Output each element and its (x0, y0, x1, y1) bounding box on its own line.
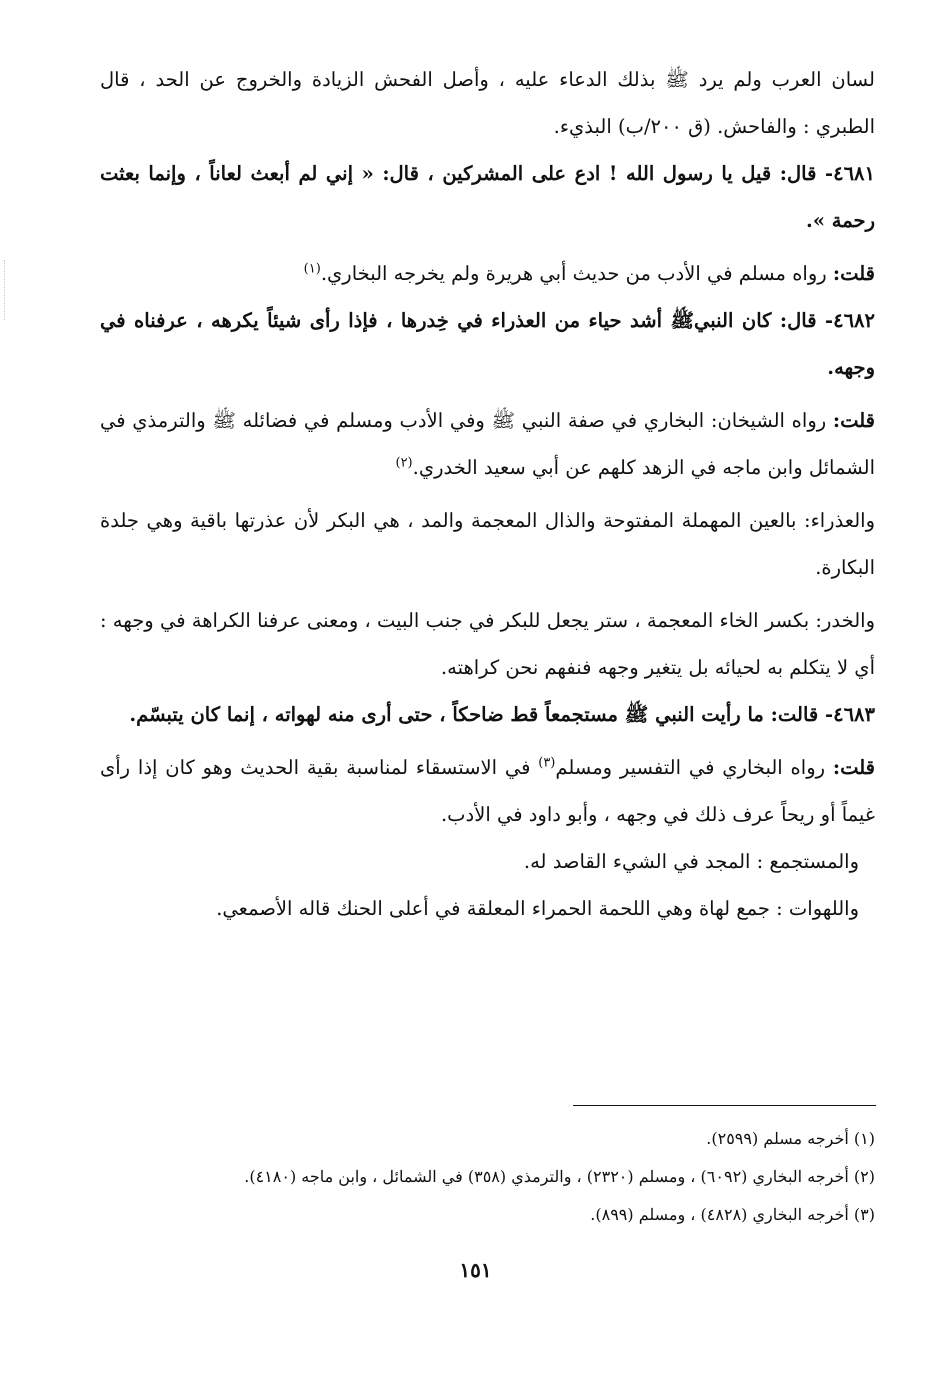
note-lead: قلت: (832, 409, 875, 432)
definition-adhra: والعذراء: بالعين المهملة المفتوحة والذال المعجمة والمد ، هي البكر لأن عذرتها باقية وهي جلدة البكارة. (100, 509, 875, 579)
note-text: رواه البخاري في التفسير ومسلم (555, 756, 826, 779)
note-text: رواه مسلم في الأدب من حديث أبي هريرة ولم يخرجه البخاري. (320, 262, 827, 285)
page-number: ١٥١ (459, 1258, 492, 1282)
footnote-ref-1: (١) (303, 261, 321, 277)
note-text-continued: في الاستسقاء لمناسبة بقية الحديث وهو كان إذا رأى غيماً أو ريحاً عرف ذلك في وجهه ، وأبو داود في الأدب. (100, 756, 875, 826)
footnote-ref-3: (٣) (538, 755, 556, 771)
hadith-4682: ٤٦٨٢- قال: كان النبيﷺ أشد حياء من العذراء في خِدرها ، فإذا رأى شيئاً يكرهه ، عرفناه في وجهه. (100, 309, 875, 379)
page-body (100, 56, 875, 932)
commentary-continuation: لسان العرب ولم يرد ﷺ بذلك الدعاء عليه ، وأصل الفحش الزيادة والخروج عن الحد ، قال الطبري : والفاحش. (ق ٢٠٠/ب) البذيء. (100, 68, 875, 138)
definition-lahawat: واللهوات : جمع لهاة وهي اللحمة الحمراء المعلقة في أعلى الحنك قاله الأصمعي. (216, 897, 859, 920)
footnote-3: (٣) أخرجه البخاري (٤٨٢٨) ، ومسلم (٨٩٩). (590, 1205, 875, 1224)
note-4681 (100, 250, 875, 297)
note-lead: قلت: (832, 262, 875, 285)
footnote-2: (٢) أخرجه البخاري (٦٠٩٢) ، ومسلم (٢٣٢٠) ، والترمذي (٣٥٨) في الشمائل ، وابن ماجه (٤١٨٠). (244, 1167, 875, 1186)
footnote-ref-2: (٢) (395, 455, 413, 471)
note-text: رواه الشيخان: البخاري في صفة النبي ﷺ وفي الأدب ومسلم في فضائله ﷺ والترمذي في الشمائل وابن ماجه في الزهد كلهم عن أبي سعيد الخدري. (100, 409, 875, 479)
definition-khidr: والخدر: بكسر الخاء المعجمة ، ستر يجعل للبكر في جنب البيت ، ومعنى عرفنا الكراهة في وجهه : أي لا يتكلم به لحيائه بل يتغير وجهه فنفهم نحن كراهته. (100, 609, 875, 679)
footnotes (100, 1120, 875, 1234)
footnote-1: (١) أخرجه مسلم (٢٥٩٩). (706, 1129, 875, 1148)
note-lead: قلت: (832, 756, 875, 779)
note-4682 (100, 397, 875, 491)
hadith-4683: ٤٦٨٣- قالت: ما رأيت النبي ﷺ مستجمعاً قط ضاحكاً ، حتى أرى منه لهواته ، إنما كان يتبسّم. (129, 703, 875, 726)
footnote-divider (573, 1105, 876, 1106)
scan-edge-mark (4, 260, 7, 320)
hadith-4681: ٤٦٨١- قال: قيل يا رسول الله ! ادع على المشركين ، قال: « إني لم أبعث لعاناً ، وإنما بعثت رحمة ». (100, 162, 875, 232)
note-4683 (100, 744, 875, 838)
definition-mustajmi: والمستجمع : المجد في الشيء القاصد له. (523, 850, 859, 873)
